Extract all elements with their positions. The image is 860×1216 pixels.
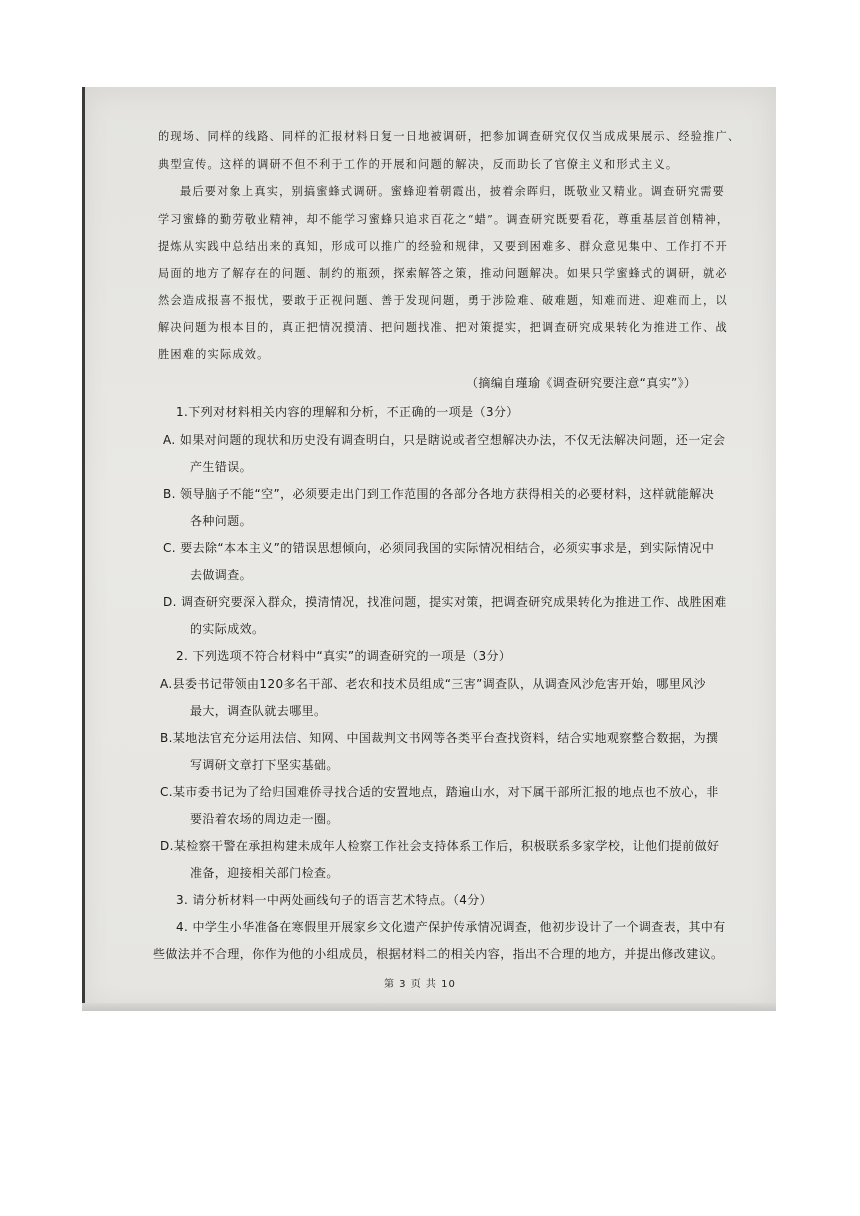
paragraph-line: 胜困难的实际成效。	[158, 348, 270, 361]
paragraph-line: 学习蜜蜂的勤劳敬业精神，却不能学习蜜蜂只追求百花之“蜡”。调查研究既要看花，尊重基层首创精神，	[158, 213, 730, 226]
option-line: 的实际成效。	[190, 622, 265, 636]
option-line: B.某地法官充分运用法信、知网、中国裁判文书网等各类平台查找资料，结合实地观察整合数据，为撰	[160, 731, 719, 745]
option-line: D. 调查研究要深入群众，摸清情况，找准问题，提实对策，把调查研究成果转化为推进工作、战胜困难	[163, 595, 727, 609]
paragraph-line: 典型宣传。这样的调研不但不利于工作的开展和问题的解决，反而助长了官僚主义和形式主义。	[158, 158, 679, 171]
option-line: 准备，迎接相关部门检查。	[190, 866, 339, 880]
question-stem: 1.下列对材料相关内容的理解和分析，不正确的一项是（3分）	[176, 405, 519, 419]
page-number: 第 3 页 共 10	[384, 979, 456, 990]
question-stem-continued: 些做法并不合理，你作为他的小组成员，根据材料二的相关内容，指出不合理的地方，并提出修改建议。	[153, 947, 724, 961]
option-line: B. 领导脑子不能“空”，必须要走出门到工作范围的各部分各地方获得相关的必要材料，这样就能解决	[163, 487, 715, 501]
question-stem: 3. 请分析材料一中两处画线句子的语言艺术特点。（4分）	[176, 893, 493, 907]
paragraph-line: 解决问题为根本目的，真正把情况摸清、把问题找准、把对策提实，把调查研究成果转化为推进工作、战	[158, 321, 728, 334]
option-line: C.某市委书记为了给归国难侨寻找合适的安置地点，踏遍山水，对下属干部所汇报的地点也不放心，非	[160, 785, 719, 799]
option-line: A. 如果对问题的现状和历史没有调查明白，只是瞎说或者空想解决办法，不仅无法解决问题，还一定会	[163, 433, 726, 447]
paragraph-line: 提炼从实践中总结出来的真知，形成可以推广的经验和规律，又要到困难多、群众意见集中、工作打不开	[158, 240, 728, 253]
option-line: 去做调查。	[190, 568, 253, 582]
option-line: D.某检察干警在承担构建未成年人检察工作社会支持体系工作后，积极联系多家学校，让他们提前做好	[160, 839, 720, 853]
question-stem: 4. 中学生小华准备在寒假里开展家乡文化遗产保护传承情况调查，他初步设计了一个调查表，其中有	[176, 920, 726, 934]
option-line: C. 要去除“本本主义”的错误思想倾向，必须同我国的实际情况相结合，必须实事求是，到实际情况中	[163, 541, 715, 555]
paragraph-line: 局面的地方了解存在的问题、制约的瓶颈，探索解答之策，推动问题解决。如果只学蜜蜂式的调研，就必	[158, 267, 728, 280]
question-stem: 2. 下列选项不符合材料中“真实”的调查研究的一项是（3分）	[176, 649, 512, 663]
source-citation: （摘编自瑾瑜《调查研究要注意“真实”》）	[466, 376, 697, 390]
page-left-edge	[82, 87, 85, 1011]
option-line: 各种问题。	[190, 514, 253, 528]
paragraph-line: 最后要对象上真实，别搞蜜蜂式调研。蜜蜂迎着朝霞出，披着余晖归，既敬业又精业。调查研究需要	[180, 185, 726, 198]
option-line: A.县委书记带领由120多名干部、老农和技术员组成“三害”调查队，从调查风沙危害开始，哪里风沙	[160, 677, 706, 691]
page-bottom-edge	[82, 1003, 776, 1011]
paragraph-line: 然会造成报喜不报忧，要敢于正视问题、善于发现问题，勇于涉险难、破难题，知难而进、迎难而上，以	[158, 294, 728, 307]
option-line: 最大，调查队就去哪里。	[190, 704, 327, 718]
option-line: 产生错误。	[190, 460, 253, 474]
paragraph-line: 的现场、同样的线路、同样的汇报材料日复一日地被调研，把参加调查研究仅仅当成成果展示、经验推广、	[158, 130, 741, 143]
option-line: 写调研文章打下坚实基础。	[190, 758, 339, 772]
option-line: 要沿着农场的周边走一圈。	[190, 812, 339, 826]
